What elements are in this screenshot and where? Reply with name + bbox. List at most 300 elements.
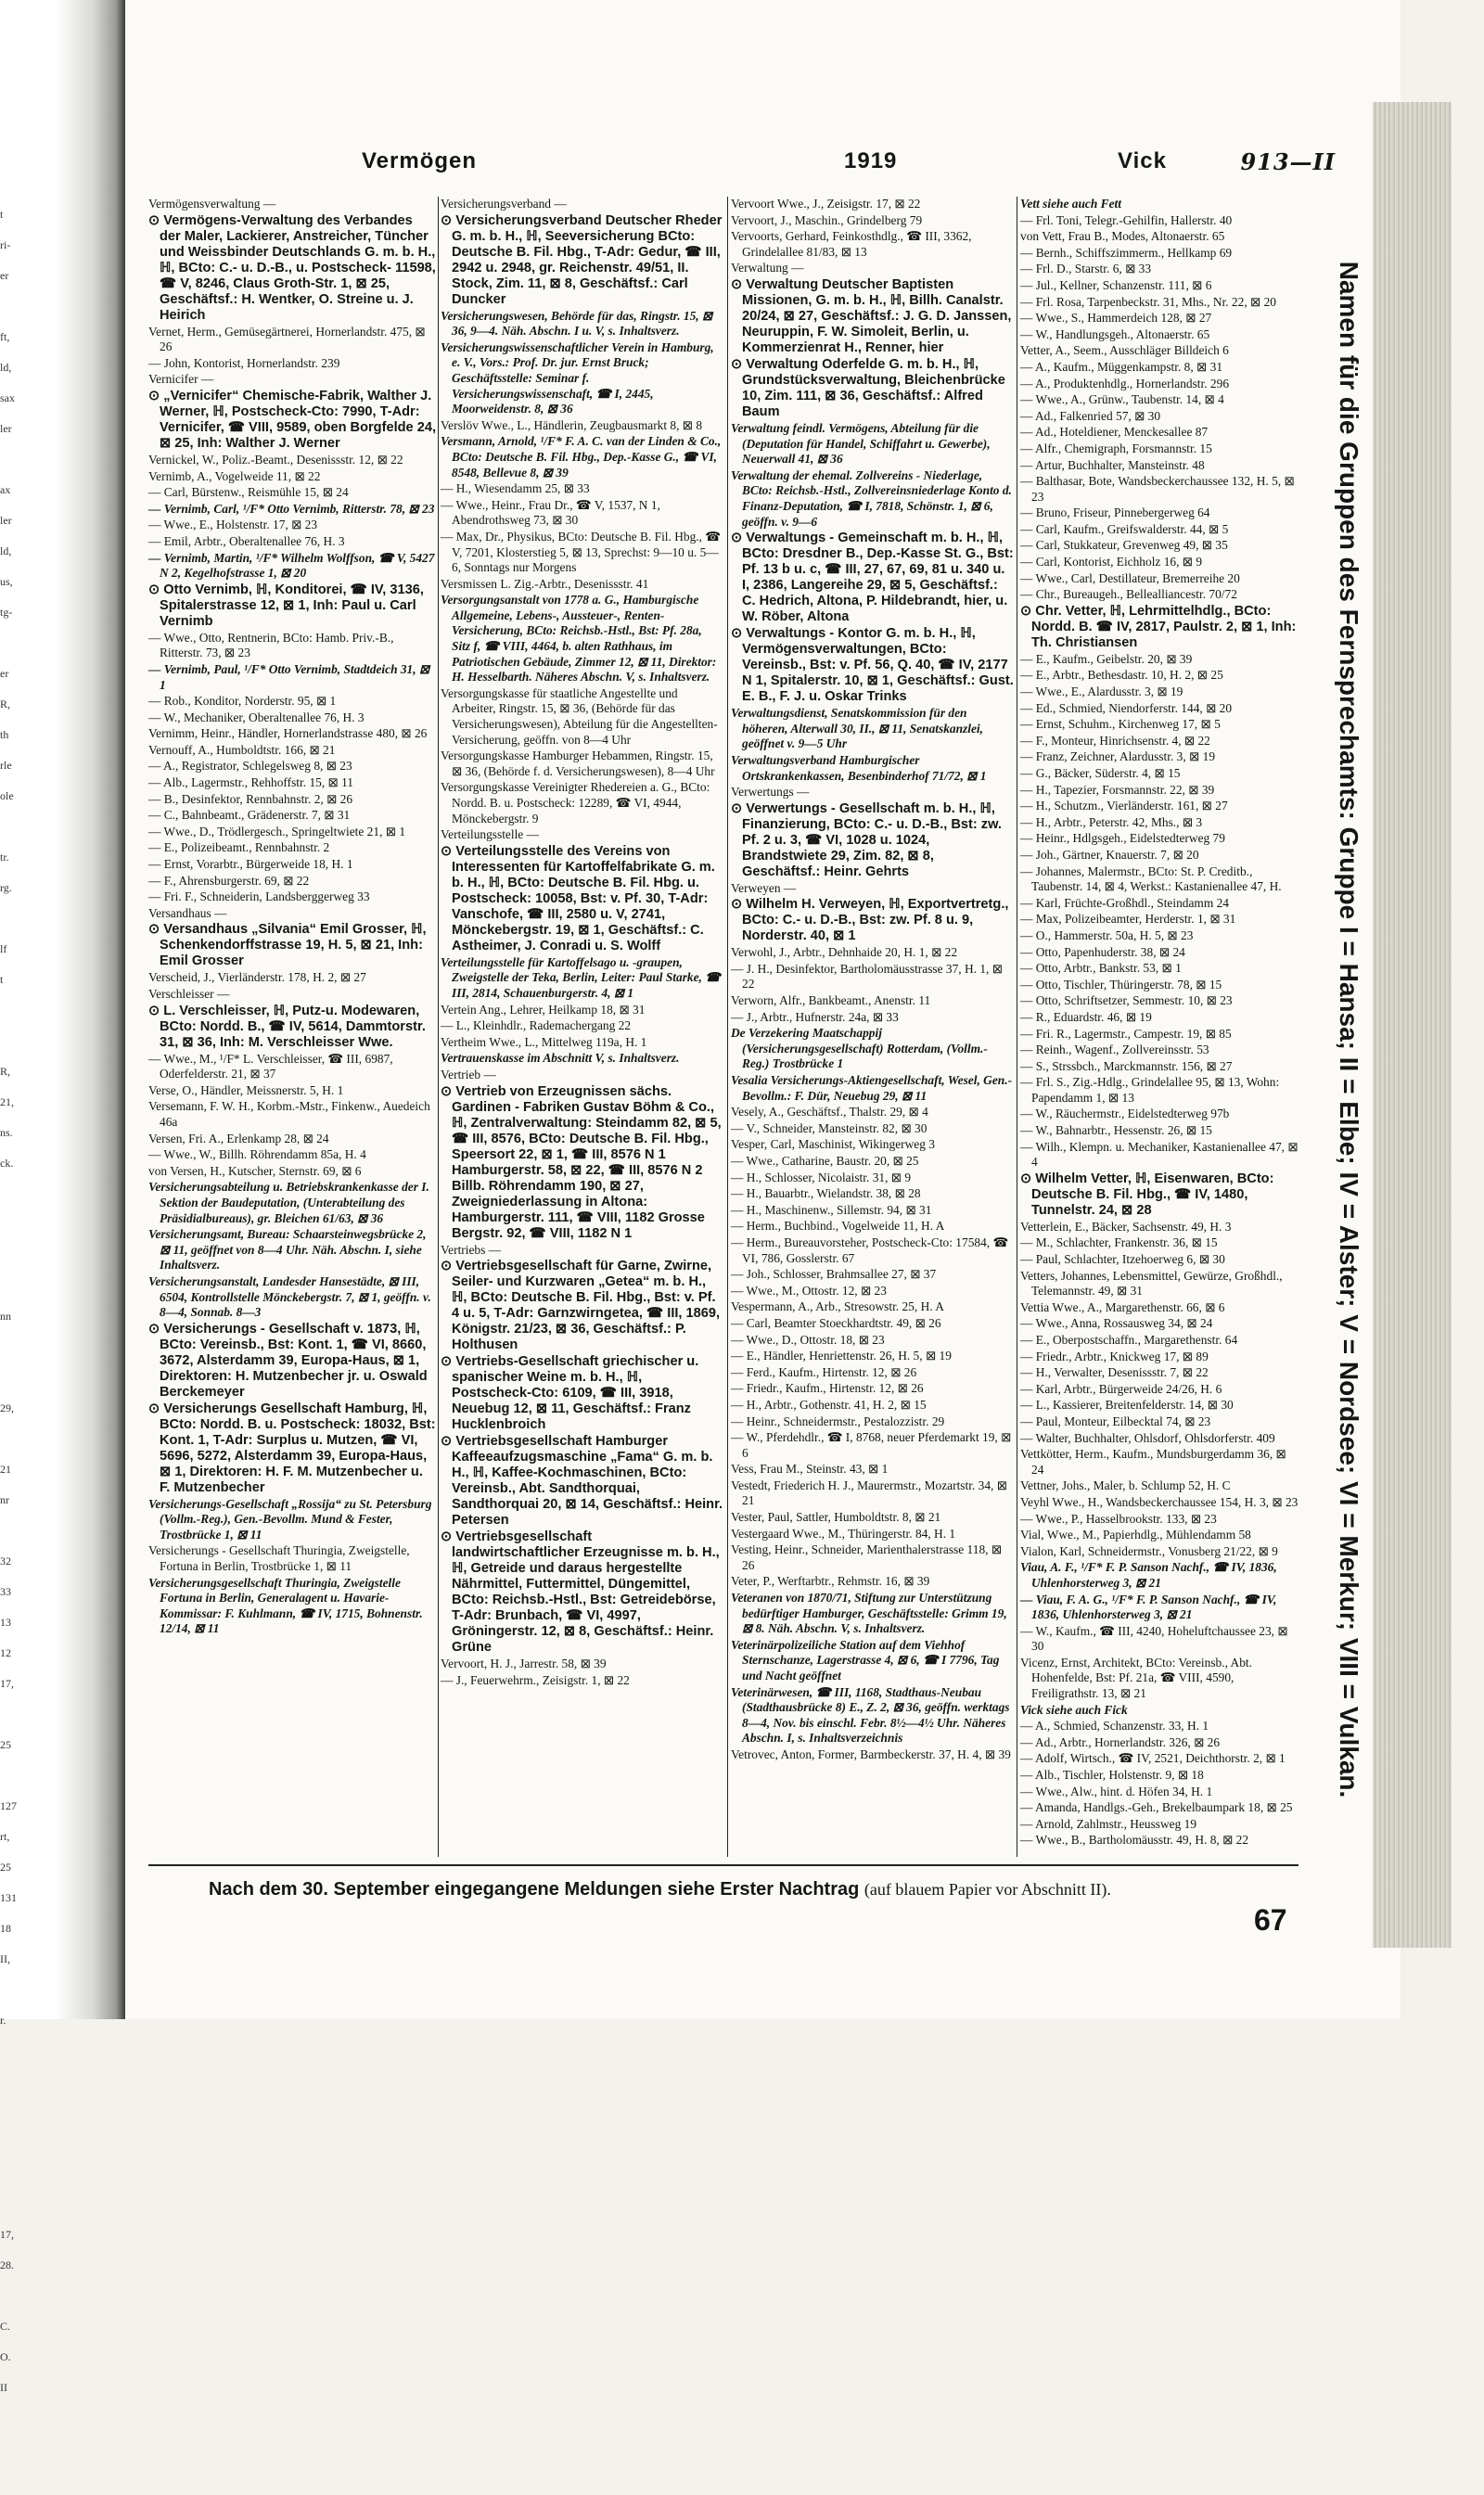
- directory-entry: — Frl. S., Zig.-Hdlg., Grindelallee 95, ⊠ 13, Wohn: Papendamm 1, ⊠ 13: [1020, 1075, 1280, 1105]
- directory-entry: Verwaltung feindl. Vermögens, Abteilung für die (Deputation für Handel, Schiffahrt u. Gewerbe), Neuerwall 41, ⊠ 36: [731, 420, 991, 467]
- directory-entry: — E., Händler, Henriettenstr. 26, H. 5, ⊠ 19: [731, 1349, 952, 1363]
- fragment-line: O.: [0, 2350, 11, 2363]
- directory-entry: — Vernimb, Martin, ¹/F* Wilhelm Wolffson, ☎ V, 5427 N 2, Kegelhofstrasse 1, ⊠ 20: [148, 550, 435, 581]
- directory-entry: — W., Räuchermstr., Eidelstedterweg 97b: [1020, 1107, 1230, 1121]
- directory-entry: Verwertungs —: [731, 785, 810, 800]
- directory-entry: — S., Strssbch., Marckmannstr. 156, ⊠ 27: [1020, 1058, 1233, 1073]
- directory-entry: — Wilh., Klempn. u. Mechaniker, Kastanienallee 47, ⊠ 4: [1020, 1139, 1298, 1170]
- directory-entry: Verwaltung der ehemal. Zollvereins - Niederlage, BCto: Reichsb.-Hstl., Zollvereinsniederlage Konto d. Finanz-Deputation, ☎ I, 7818, Schönstr. 1, ⊠ 6, geöffn. v. 9—6: [731, 467, 1012, 529]
- fragment-line: 13: [0, 1616, 11, 1629]
- firm-entry: ⊙ Versicherungsverband Deutscher Rheder G. m. b. H., ℍ, Seeversicherung BCto: Deutsche B. Fil. Hbg., T-Adr: Gedur, ☎ III, 2942 u. 2948, gr. Reichenstr. 49/51, II. Stock, Zim. 11, ⊠ 8, Geschäftsf.: Carl Duncker: [441, 212, 723, 307]
- fragment-line: [0, 2128, 35, 2158]
- fragment-line: [0, 1516, 35, 1546]
- directory-entry: — Fri. F., Schneiderin, Landsberggerweg 33: [148, 889, 370, 904]
- firm-entry: ⊙ Otto Vernimb, ℍ, Konditorei, ☎ IV, 3136, Spitalerstrasse 12, ⊠ 1, Inh: Paul u. Carl Vernimb: [148, 582, 424, 629]
- directory-entry: — Wwe., W., Billh. Röhrendamm 85a, H. 4: [148, 1147, 366, 1162]
- directory-entry: — Wwe., Catharine, Baustr. 20, ⊠ 25: [731, 1154, 919, 1168]
- directory-entry: — J., Arbtr., Hufnerstr. 24a, ⊠ 33: [731, 1009, 899, 1024]
- directory-entry: Vernouff, A., Humboldtstr. 166, ⊠ 21: [148, 742, 336, 757]
- fragment-line: [0, 995, 35, 1026]
- fragment-line: rt,: [0, 1830, 10, 1843]
- directory-entry: — Otto, Tischler, Thüringerstr. 78, ⊠ 15: [1020, 977, 1222, 992]
- fragment-line: II,: [0, 1952, 10, 1965]
- directory-entry: Viau, A. F., ¹/F* F. P. Sanson Nachf., ☎ IV, 1836, Uhlenhorsterweg 3, ⊠ 21: [1020, 1560, 1277, 1590]
- directory-entry: — Vernimb, Paul, ¹/F* Otto Vernimb, Stadtdeich 31, ⊠ 1: [148, 661, 430, 692]
- fragment-line: ler: [0, 422, 12, 435]
- directory-entry: Versicherungswesen, Behörde für das, Ringstr. 15, ⊠ 36, 9—4. Näh. Abschn. I u. V, s. Inhaltsverz.: [441, 308, 713, 339]
- directory-entry: Verwaltung —: [731, 261, 804, 275]
- column-2: [441, 197, 723, 1857]
- directory-entry: Versmissen L. Zig.-Arbtr., Desenissstr. 41: [441, 576, 649, 591]
- firm-entry: ⊙ Verwaltungs - Kontor G. m. b. H., ℍ, Vermögensverwaltungen, BCto: Vereinsb., Bst: v. Pf. 56, Q. 40, ☎ IV, 2177 N 1, Spitalerstr. 10, ⊠ 1, Geschäftsf.: Gust. E. B., F. J. u. Oskar Trinks: [731, 626, 1014, 705]
- fragment-line: nr: [0, 1493, 9, 1506]
- firm-entry: ⊙ Versandhaus „Silvania“ Emil Grosser, ℍ, Schenkendorffstrasse 19, H. 5, ⊠ 21, Inh: Emil Grosser: [148, 922, 427, 969]
- directory-entry: Versicherungs - Gesellschaft Thuringia, Zweigstelle, Fortuna in Berlin, Trostbrücke 1, ⊠ 11: [148, 1543, 410, 1574]
- fragment-line: 25: [0, 1738, 11, 1751]
- directory-entry: — Wwe., Anna, Rossausweg 34, ⊠ 24: [1020, 1316, 1213, 1331]
- directory-entry: Vetrovec, Anton, Former, Barmbeckerstr. 37, H. 4, ⊠ 39: [731, 1746, 1011, 1761]
- directory-entry: Vertriebs —: [441, 1242, 502, 1257]
- fragment-line: tg-: [0, 606, 13, 619]
- directory-entry: Versicherungsanstalt, Landesder Hansestädte, ⊠ III, 6504, Kontrollstelle Mönckebergstr. 7, ⊠ 1, geöffn. v. 8—4, Sonnab. 8—3: [148, 1273, 431, 1320]
- firm-entry: ⊙ Verteilungsstelle des Vereins von Interessenten für Kartoffelfabrikate G. m. b. H., ℍ, BCto: Deutsche B. Fil. Hbg. u. Postscheck: 10058, Bst: v. Pf. 30, T-Adr: Vanschofe, ☎ III, 2580 u. V, 2741, Mönckebergstr. 19, ⊠ 1, Geschäftsf.: C. Astheimer, J. Conradi u. S. Wolff: [441, 843, 715, 953]
- fragment-line: 21,: [0, 1095, 14, 1108]
- directory-entry: Vetter, A., Seem., Ausschläger Billdeich 6: [1020, 343, 1229, 358]
- fragment-line: [0, 2403, 35, 2434]
- directory-entry: — H., Wiesendamm 25, ⊠ 33: [441, 481, 590, 496]
- fragment-line: ole: [0, 789, 14, 802]
- directory-entry: — A., Produktenhdlg., Hornerlandstr. 296: [1020, 376, 1230, 390]
- fragment-line: [0, 2281, 35, 2311]
- directory-entry: — Bruno, Friseur, Pinnebergerweg 64: [1020, 505, 1210, 520]
- fragment-line: [0, 1240, 35, 1271]
- fragment-line: [0, 2434, 35, 2464]
- directory-entry: — Paul, Monteur, Eilbecktal 74, ⊠ 23: [1020, 1414, 1211, 1428]
- directory-entry: — E., Kaufm., Geibelstr. 20, ⊠ 39: [1020, 651, 1193, 666]
- fragment-line: [0, 2158, 35, 2189]
- fragment-line: 25: [0, 1861, 11, 1874]
- firm-entry: ⊙ Wilhelm H. Verweyen, ℍ, Exportvertretg., BCto: C.- u. D.-B., Bst: zw. Pf. 8 u. 9, Norderstr. 40, ⊠ 1: [731, 897, 1009, 944]
- directory-entry: — H., Maschinenw., Sillemstr. 94, ⊠ 31: [731, 1202, 932, 1217]
- fragment-line: 21: [0, 1463, 11, 1476]
- directory-entry: Versorgungsanstalt von 1778 a. G., Hamburgische Allgemeine, Lebens-, Aussteuer-, Renten-Versicherung, BCto: Reichsb.-Hstl., Bst: Pf. 28a, Sitz f, ☎ VIII, 4464, b. alten Rathhaus, im Patriotischen Gebäude, Zimmer 12, ⊠ 11, Direktor: H. Hesselbarth. Näheres Abschn. V, s. Inhaltsverz.: [441, 593, 717, 685]
- directory-entry: — Carl, Stukkateur, Grevenweg 49, ⊠ 35: [1020, 538, 1228, 553]
- side-legend: [1328, 223, 1369, 1836]
- fragment-line: [0, 1026, 35, 1056]
- fragment-line: ns.: [0, 1126, 13, 1139]
- firm-entry: ⊙ Verwaltung Deutscher Baptisten Missionen, G. m. b. H., ℍ, Billh. Canalstr. 20/24, ⊠ 27, Geschäftsf.: J. G. D. Janssen, Neuruppin, F. W. Simoleit, Berlin, u. Kommerzienrat H., Renner, hier: [731, 276, 1012, 355]
- directory-entry: — Fri. R., Lagermstr., Campestr. 19, ⊠ 85: [1020, 1026, 1232, 1041]
- fragment-line: ld,: [0, 544, 12, 557]
- directory-entry: Veterinärwesen, ☎ III, 1168, Stadthaus-Neubau (Stadthausbrücke 8) E., Z. 2, ⊠ 36, geöffn. werktags 8—4, Nov. bis einschl. Febr. 8½—4½ Uhr. Näheres Abschn. I, s. Inhaltsverzeichnis: [731, 1684, 1010, 1746]
- directory-entry: — Wwe., E., Holstenstr. 17, ⊠ 23: [148, 518, 318, 532]
- fragment-line: us,: [0, 575, 13, 588]
- fragment-line: II: [0, 2381, 7, 2394]
- directory-entry: — Jul., Kellner, Schanzenstr. 111, ⊠ 6: [1020, 277, 1212, 292]
- firm-entry: ⊙ Versicherungs Gesellschaft Hamburg, ℍ, BCto: Nordd. B. u. Postscheck: 18032, Bst: Kont. 1, T-Adr: Surplus u. Mutzen, ☎ VI, 5696, 5272, Alsterdamm 39, Europa-Haus, ⊠ 1, Direktoren: H. F. M. Mutzenbecher u. F. Mutzenbecher: [148, 1401, 436, 1495]
- fragment-line: [0, 903, 35, 934]
- directory-entry: Veterinärpolizeiliche Station auf dem Viehhof Sternschanze, Lagerstrasse 4, ⊠ 6, ☎ I 7796, Tag und Nacht geöffnet: [731, 1637, 1000, 1683]
- directory-entry: Vicenz, Ernst, Architekt, BCto: Vereinsb., Abt. Hohenfelde, Bst: Pf. 21a, ☎ VIII, 4590, Freiligrathstr. 13, ⊠ 21: [1020, 1655, 1252, 1701]
- fragment-line: th: [0, 728, 9, 741]
- directory-entry: — G., Bäcker, Süderstr. 4, ⊠ 15: [1020, 766, 1181, 780]
- fragment-line: 127: [0, 1799, 17, 1812]
- directory-entry: — F., Ahrensburgerstr. 69, ⊠ 22: [148, 873, 310, 888]
- directory-entry: — H., Schlosser, Nicolaistr. 31, ⊠ 9: [731, 1170, 912, 1184]
- directory-entry: — H., Verwalter, Desenissstr. 7, ⊠ 22: [1020, 1365, 1209, 1380]
- directory-entry: Vernimm, Heinr., Händler, Hornerlandstrasse 480, ⊠ 26: [148, 726, 428, 741]
- directory-entry: — Joh., Schlosser, Brahmsallee 27, ⊠ 37: [731, 1267, 937, 1282]
- firm-entry: ⊙ Vertriebs-Gesellschaft griechischer u. spanischer Weine m. b. H., ℍ, Postscheck-Cto: 6109, ☎ III, 3918, Neuebug 12, ⊠ 11, Geschäftsf.: Franz Hucklenbroich: [441, 1354, 699, 1433]
- directory-entry: — Walter, Buchhalter, Ohlsdorf, Ohlsdorferstr. 409: [1020, 1430, 1275, 1445]
- directory-entry: — J., Feuerwehrm., Zeisigstr. 1, ⊠ 22: [441, 1672, 630, 1687]
- directory-entry: — Wwe., P., Hasselbrookstr. 133, ⊠ 23: [1020, 1511, 1217, 1526]
- fragment-line: [0, 1179, 35, 1209]
- directory-entry: von Vett, Frau B., Modes, Altonaerstr. 65: [1020, 229, 1225, 244]
- directory-entry: — Wwe., Heinr., Frau Dr., ☎ V, 1537, N 1, Abendrothsweg 73, ⊠ 30: [441, 497, 660, 528]
- directory-entry: Vervoort Wwe., J., Zeisigstr. 17, ⊠ 22: [731, 197, 921, 211]
- directory-entry: Vesalia Versicherungs-Aktiengesellschaft, Wesel, Gen.-Bevollm.: F. Dür, Neuebug 29, ⊠ 11: [731, 1073, 1013, 1103]
- directory-entry: Versicherungsverband —: [441, 197, 567, 211]
- directory-entry: — Alb., Tischler, Holstenstr. 9, ⊠ 18: [1020, 1768, 1204, 1783]
- directory-entry: Vetterlein, E., Bäcker, Sachsenstr. 49, H. 3: [1020, 1219, 1232, 1234]
- fragment-line: er: [0, 667, 9, 680]
- fragment-line: er: [0, 269, 9, 282]
- directory-entry: — Ferd., Kaufm., Hirtenstr. 12, ⊠ 26: [731, 1364, 917, 1379]
- fragment-line: [0, 1975, 35, 2005]
- fragment-line: rg.: [0, 881, 12, 894]
- directory-entry: Vetters, Johannes, Lebensmittel, Gewürze, Großhdl., Telemannstr. 49, ⊠ 31: [1020, 1268, 1283, 1299]
- fragment-line: [0, 2189, 35, 2220]
- header-keyword-left: Vermögen: [362, 148, 478, 173]
- directory-entry: — Karl, Arbtr., Bürgerweide 24/26, H. 6: [1020, 1381, 1222, 1396]
- fragment-line: [0, 1424, 35, 1454]
- column-1: [148, 197, 436, 1857]
- firm-entry: ⊙ Vertriebsgesellschaft Hamburger Kaffeeaufzugsmaschine „Fama“ G. m. b. H., ℍ, Kaffee-Kochmaschinen, BCto: Vereinsb., Abt. Sandthorquai, Sandthorquai 20, ⊠ 14, Geschäftsf.: Heinr. Petersen: [441, 1434, 723, 1529]
- directory-entry: — Wwe., A., Grünw., Taubenstr. 14, ⊠ 4: [1020, 392, 1224, 407]
- directory-entry: — W., Bahnarbtr., Hessenstr. 26, ⊠ 15: [1020, 1123, 1212, 1138]
- fragment-line: 32: [0, 1555, 11, 1567]
- fragment-line: [0, 1271, 35, 1301]
- directory-entry: — J. H., Desinfektor, Bartholomäusstrasse 37, H. 1, ⊠ 22: [731, 961, 1003, 992]
- directory-entry: Versicherungsabteilung u. Betriebskrankenkasse der I. Sektion der Baudeputation, (Unterabteilung des Präsidialbureaus), gr. Bleichen 61/63, ⊠ 36: [148, 1180, 429, 1225]
- footer-rule: [148, 1864, 1298, 1866]
- fragment-line: rle: [0, 759, 12, 772]
- fragment-line: C.: [0, 2320, 11, 2333]
- column-3: [731, 197, 1014, 1857]
- directory-entry: Versandhaus —: [148, 905, 227, 920]
- directory-entry: Vesting, Heinr., Schneider, Marienthalerstrasse 118, ⊠ 26: [731, 1542, 1003, 1572]
- directory-entry: Vestedt, Friederich H. J., Maurermstr., Mozartstr. 34, ⊠ 21: [731, 1478, 1007, 1508]
- directory-entry: — H., Arbtr., Peterstr. 42, Mhs., ⊠ 3: [1020, 814, 1203, 829]
- directory-entry: — Johannes, Malermstr., BCto: St. P. Creditb., Taubenstr. 14, ⊠ 4, Werkst.: Kastanienallee 47, H.: [1020, 864, 1282, 894]
- fragment-line: 33: [0, 1585, 11, 1598]
- directory-entry: von Versen, H., Kutscher, Sternstr. 69, ⊠ 6: [148, 1163, 362, 1178]
- directory-entry: — Amanda, Handlgs.-Geh., Brekelbaumpark 18, ⊠ 25: [1020, 1800, 1293, 1815]
- directory-entry: — Wwe., Carl, Destillateur, Bremerreihe 20: [1020, 570, 1240, 585]
- fragment-line: nn: [0, 1310, 11, 1323]
- directory-entry: — Friedr., Kaufm., Hirtenstr. 12, ⊠ 26: [731, 1381, 924, 1396]
- fragment-line: 17,: [0, 2228, 14, 2241]
- footer-text: Nach dem 30. September eingegangene Meldungen siehe Erster Nachtrag: [209, 1879, 860, 1900]
- directory-entry: — Frl. D., Starstr. 6, ⊠ 33: [1020, 262, 1152, 276]
- directory-entry: Vernicifer —: [148, 372, 214, 387]
- directory-entry: — Carl, Kontorist, Eichholz 16, ⊠ 9: [1020, 555, 1203, 569]
- directory-entry: Verscheid, J., Vierländerstr. 178, H. 2, ⊠ 27: [148, 970, 366, 985]
- directory-entry: Vervoorts, Gerhard, Feinkosthdlg., ☎ III, 3362, Grindelallee 81/83, ⊠ 13: [731, 229, 972, 259]
- directory-entry: Vespermann, A., Arb., Stresowstr. 25, H. A: [731, 1299, 944, 1314]
- directory-entry: Veteranen von 1870/71, Stiftung zur Unterstützung bedürftiger Hamburger, Geschäftsstelle: Grimm 19, ⊠ 8. Näh. Abschn. V, s. Inhaltsverz.: [731, 1591, 1007, 1636]
- directory-entry: Vester, Paul, Sattler, Humboldtstr. 8, ⊠ 21: [731, 1510, 941, 1525]
- directory-entry: — W., Kaufm., ☎ III, 4240, Hoheluftchaussee 23, ⊠ 30: [1020, 1623, 1288, 1654]
- directory-entry: Vick siehe auch Fick: [1020, 1702, 1128, 1717]
- directory-entry: — Heinr., Schneidermstr., Pestalozzistr. 29: [731, 1414, 945, 1428]
- fragment-line: 17,: [0, 1677, 14, 1690]
- header-page-ref: 913—II: [1240, 148, 1336, 175]
- directory-entry: — L., Kassierer, Breitenfelderstr. 14, ⊠ 30: [1020, 1398, 1234, 1413]
- directory-entry: — Chr., Bureaugeh., Bellealliancestr. 70/72: [1020, 587, 1237, 602]
- directory-entry: — Adolf, Wirtsch., ☎ IV, 2521, Deichthorstr. 2, ⊠ 1: [1020, 1751, 1286, 1766]
- directory-entry: Versicherungsgesellschaft Thuringia, Zweigstelle Fortuna in Berlin, Generalagent u. Havarie-Kommissar: F. Kuhlmann, ☎ IV, 1715, Bohnenstr. 12/14, ⊠ 11: [148, 1575, 423, 1636]
- directory-entry: Versorgungskasse Vereinigter Rhedereien a. G., BCto: Nordd. B. u. Postscheck: 12289, ☎ VI, 4944, Mönckebergstr. 9: [441, 780, 710, 825]
- firm-entry: ⊙ Vertrieb von Erzeugnissen sächs. Gardinen - Fabriken Gustav Böhm & Co., ℍ, Zentralverwaltung: Steindamm 82, ⊠ 5, ☎ III, 8576, BCto: Deutsche B. Fil. Hbg., Speersort 22, ⊠ 1, ☎ III, 8576 N 1 Hamburgerstr. 58, ⊠ 22, ☎ III, 8576 N 2 Billb. Röhrendamm 190, ⊠ 27, Zweigniederlassung in Altona: Hamburgerstr. 111, ☎ VIII, 1182 Grosse Bergstr. 92, ☎ VIII, 1182 N 1: [441, 1083, 722, 1241]
- directory-entry: — Arnold, Zahlmstr., Heussweg 19: [1020, 1816, 1197, 1831]
- directory-entry: Verweyen —: [731, 880, 797, 895]
- directory-entry: — Reinh., Wagenf., Zollvereinsstr. 53: [1020, 1043, 1209, 1057]
- firm-entry: ⊙ Chr. Vetter, ℍ, Lehrmittelhdlg., BCto: Nordd. B. ☎ IV, 2817, Paulstr. 2, ⊠ 1, Inh: Th. Christiansen: [1020, 603, 1297, 650]
- directory-entry: Versemann, F. W. H., Korbm.-Mstr., Finkenw., Auedeich 46a: [148, 1099, 430, 1129]
- directory-entry: Vialon, Karl, Schneidermstr., Vonusberg 21/22, ⊠ 9: [1020, 1543, 1278, 1558]
- directory-entry: — Wwe., M., ¹/F* L. Verschleisser, ☎ III, 6987, Oderfelderstr. 21, ⊠ 37: [148, 1051, 393, 1081]
- fragment-line: t: [0, 973, 4, 986]
- directory-entry: — Carl, Bürstenw., Reismühle 15, ⊠ 24: [148, 485, 349, 500]
- directory-entry: Vesper, Carl, Maschinist, Wikingerweg 3: [731, 1137, 935, 1152]
- firm-entry: ⊙ „Vernicifer“ Chemische-Fabrik, Walther J. Werner, ℍ, Postscheck-Cto: 7990, T-Adr: Vernicifer, ☎ VIII, 9589, oben Borgfelde 24, ⊠ 25, Inh: Walther J. Werner: [148, 388, 437, 451]
- directory-entry: — Viau, F. A. G., ¹/F* F. P. Sanson Nachf., ☎ IV, 1836, Uhlenhorsterweg 3, ⊠ 21: [1020, 1592, 1277, 1622]
- directory-entry: Verteilungsstelle für Kartoffelsago u. -graupen, Zweigstelle der Teka, Berlin, Leiter: Paul Starke, ☎ III, 2814, Schauenburgerstr. 4, ⊠ 1: [441, 954, 721, 1000]
- directory-entry: — H., Bauarbtr., Wielandstr. 38, ⊠ 28: [731, 1186, 921, 1201]
- fragment-line: ft,: [0, 330, 10, 343]
- fragment-line: 29,: [0, 1401, 14, 1414]
- fragment-line: r.: [0, 2014, 6, 2027]
- directory-entry: — Ad., Falkenried 57, ⊠ 30: [1020, 408, 1161, 423]
- fragment-line: R,: [0, 1065, 11, 1078]
- directory-entry: — Ad., Arbtr., Hornerlandstr. 326, ⊠ 26: [1020, 1734, 1221, 1749]
- fragment-line: [0, 2036, 35, 2066]
- directory-entry: Versicherungs-Gesellschaft „Rossija“ zu St. Petersburg (Vollm.-Reg.), Gen.-Bevollm. Mund & Fester, Trostbrücke 1, ⊠ 11: [148, 1496, 432, 1542]
- directory-entry: — H., Tapezier, Forsmannstr. 22, ⊠ 39: [1020, 782, 1215, 797]
- directory-entry: — Vernimb, Carl, ¹/F* Otto Vernimb, Ritterstr. 78, ⊠ 23: [148, 501, 435, 516]
- fragment-line: sax: [0, 391, 15, 404]
- exchange-groups-legend: Namen für die Gruppen des Fernsprechamts: Gruppe I = Hansa; II = Elbe; IV = Alster; V = Nordsee; VI = Merkur; VIII = Vulkan.: [1335, 261, 1363, 1798]
- fragment-line: 12: [0, 1646, 11, 1659]
- directory-entry: — Wwe., D., Trödlergesch., Springeltwiete 21, ⊠ 1: [148, 824, 406, 838]
- directory-entry: — Carl, Beamter Stoeckhardtstr. 49, ⊠ 26: [731, 1315, 941, 1330]
- directory-entry: Vertrauenskasse im Abschnitt V, s. Inhaltsverz.: [441, 1051, 680, 1066]
- directory-entry: — Wwe., M., Ottostr. 12, ⊠ 23: [731, 1283, 887, 1298]
- directory-entry: — Max, Dr., Physikus, BCto: Deutsche B. Fil. Hbg., ☎ V, 7201, Klosterstieg 5, ⊠ 13, Sprechst: 9—10 u. 5—6, Sonntags nur Morgens: [441, 529, 721, 575]
- directory-entry: — W., Pferdehdlr., ☎ I, 8768, neuer Pferdemarkt 19, ⊠ 6: [731, 1430, 1012, 1460]
- column-divider: [438, 197, 439, 1857]
- directory-entry: — O., Hammerstr. 50a, H. 5, ⊠ 23: [1020, 928, 1194, 942]
- directory-entry: — F., Monteur, Hinrichsenstr. 4, ⊠ 22: [1020, 733, 1210, 748]
- directory-entry: Vermögensverwaltung —: [148, 197, 276, 211]
- directory-entry: — Rob., Konditor, Norderstr. 95, ⊠ 1: [148, 694, 337, 709]
- directory-entry: — Wwe., D., Ottostr. 18, ⊠ 23: [731, 1332, 885, 1347]
- directory-entry: Veter, P., Werftarbtr., Rehmstr. 16, ⊠ 39: [731, 1574, 930, 1589]
- directory-entry: Vess, Frau M., Steinstr. 43, ⊠ 1: [731, 1462, 889, 1477]
- directory-entry: — Otto, Schriftsetzer, Semmestr. 10, ⊠ 23: [1020, 993, 1233, 1008]
- directory-entry: — E., Oberpostschaffn., Margarethenstr. 64: [1020, 1333, 1238, 1347]
- directory-entry: — Ernst, Schuhm., Kirchenweg 17, ⊠ 5: [1020, 717, 1221, 732]
- directory-entry: — W., Handlungsgeh., Altonaerstr. 65: [1020, 326, 1210, 341]
- fragment-line: R,: [0, 697, 11, 710]
- firm-entry: ⊙ Vertriebsgesellschaft landwirtschaftlicher Erzeugnisse m. b. H., ℍ, Getreide und daraus hergestellte Nährmittel, Futtermittel, Düngemittel, BCto: Reichsb.-Hstl., Bst: Getreidebörse, T-Adr: Brunbach, ☎ VI, 4997, Gröningerstr. 12, ⊠ 8, Geschäftsf.: Heinr. Grüne: [441, 1529, 720, 1656]
- directory-entry: — E., Polizeibeamt., Rennbahnstr. 2: [148, 840, 330, 855]
- directory-entry: Versicherungsamt, Bureau: Schaarsteinwegsbrücke 2, ⊠ 11, geöffnet von 8—4 Uhr. Näh. Abschn. I, siehe Inhaltsverz.: [148, 1227, 427, 1273]
- firm-entry: ⊙ L. Verschleisser, ℍ, Putz-u. Modewaren, BCto: Nordd. B., ☎ IV, 5614, Dammtorstr. 31, ⊠ 36, Inh: M. Verschleisser Wwe.: [148, 1003, 426, 1050]
- previous-page-fragment: [0, 199, 35, 2394]
- directory-entry: Vernet, Herm., Gemüsegärtnerei, Hornerlandstr. 475, ⊠ 26: [148, 324, 426, 354]
- directory-entry: Versen, Fri. A., Erlenkamp 28, ⊠ 24: [148, 1131, 329, 1145]
- header-year: 1919: [844, 148, 898, 173]
- directory-entry: — V., Schneider, Mansteinstr. 82, ⊠ 30: [731, 1120, 928, 1135]
- fragment-line: t: [0, 208, 4, 221]
- directory-entry: Versicherungswissenschaftlicher Verein in Hamburg, e. V., Vors.: Prof. Dr. jur. Ernst Bruck; Geschäftsstelle: Seminar f. Versicherungswissenschaft, ☎ I, 2445, Moorweidenstr. 8, ⊠ 36: [441, 339, 714, 416]
- directory-entry: Verteilungsstelle —: [441, 827, 539, 842]
- directory-entry: — Paul, Schlachter, Itzehoerweg 6, ⊠ 30: [1020, 1252, 1225, 1267]
- fragment-line: [0, 2464, 35, 2495]
- directory-entry: — Otto, Papenhuderstr. 38, ⊠ 24: [1020, 944, 1185, 959]
- directory-entry: — Max, Polizeibeamter, Herderstr. 1, ⊠ 31: [1020, 912, 1236, 927]
- directory-entry: Vettkötter, Herm., Kaufm., Mundsburgerdamm 36, ⊠ 24: [1020, 1447, 1286, 1477]
- directory-entry: — John, Kontorist, Hornerlandstr. 239: [148, 355, 340, 370]
- directory-entry: Vervoort, J., Maschin., Grindelberg 79: [731, 212, 923, 227]
- fragment-line: ler: [0, 514, 12, 527]
- directory-entry: — M., Schlachter, Frankenstr. 36, ⊠ 15: [1020, 1235, 1218, 1250]
- directory-entry: — Karl, Früchte-Großhdl., Steindamm 24: [1020, 895, 1229, 910]
- directory-entry: — Wwe., E., Alardusstr. 3, ⊠ 19: [1020, 685, 1183, 699]
- directory-entry: Vial, Wwe., M., Papierhdlg., Mühlendamm 58: [1020, 1528, 1251, 1542]
- directory-entry: — Ed., Schmied, Niendorferstr. 144, ⊠ 20: [1020, 700, 1233, 715]
- directory-entry: — Franz, Zeichner, Alardusstr. 3, ⊠ 19: [1020, 749, 1216, 764]
- directory-entry: — Alfr., Chemigraph, Forsmannstr. 15: [1020, 441, 1212, 455]
- directory-entry: — W., Mechaniker, Oberaltenallee 76, H. 3: [148, 710, 365, 724]
- directory-entry: Verse, O., Händler, Meissnerstr. 5, H. 1: [148, 1082, 344, 1097]
- directory-entry: Verworn, Alfr., Bankbeamt., Anenstr. 11: [731, 993, 931, 1008]
- directory-entry: — H., Schutzm., Vierländerstr. 161, ⊠ 27: [1020, 799, 1228, 813]
- directory-entry: Vernickel, W., Poliz.-Beamt., Desenissstr. 12, ⊠ 22: [148, 452, 403, 467]
- directory-entry: — Bernh., Schiffszimmerm., Hellkamp 69: [1020, 245, 1233, 260]
- directory-entry: Vernimb, A., Vogelweide 11, ⊠ 22: [148, 468, 321, 483]
- directory-entry: — Joh., Gärtner, Knauerstr. 7, ⊠ 20: [1020, 847, 1199, 862]
- fragment-line: 131: [0, 1891, 17, 1904]
- directory-entry: — Frl. Rosa, Tarpenbeckstr. 31, Mhs., Nr. 22, ⊠ 20: [1020, 294, 1276, 309]
- directory-entry: Vesely, A., Geschäftsf., Thalstr. 29, ⊠ 4: [731, 1105, 928, 1120]
- firm-entry: ⊙ Vermögens-Verwaltung des Verbandes der Maler, Lackierer, Anstreicher, Tüncher und Weissbinder Deutschlands G. m. b. H., ℍ, BCto: C.- u. D.-B., u. Postscheck- 11598, ☎ V, 8246, Claus Groth-Str. 1, ⊠ 25, Geschäftsf.: H. Wentker, O. Streine u. J. Heirich: [148, 212, 436, 323]
- fragment-line: 28.: [0, 2258, 14, 2271]
- directory-entry: — A., Kaufm., Müggenkampstr. 8, ⊠ 31: [1020, 359, 1223, 374]
- directory-entry: Verslöv Wwe., L., Händlerin, Zeugbausmarkt 8, ⊠ 8: [441, 417, 703, 432]
- fragment-line: [0, 1332, 35, 1363]
- directory-entry: Vertein Ang., Lehrer, Heilkamp 18, ⊠ 31: [441, 1002, 646, 1017]
- directory-entry: — Otto, Arbtr., Bankstr. 53, ⊠ 1: [1020, 961, 1182, 976]
- fragment-line: [0, 291, 35, 322]
- directory-entry: Vett siehe auch Fett: [1020, 197, 1121, 211]
- directory-entry: De Verzekering Maatschappij (Versicherungsgesellschaft) Rotterdam, (Vollm.-Reg.) Trostbrücke 1: [731, 1026, 988, 1071]
- directory-entry: Vertrieb —: [441, 1067, 496, 1081]
- firm-entry: ⊙ Verwaltung Oderfelde G. m. b. H., ℍ, Grundstücksverwaltung, Bleichenbrücke 10, Zim. 111, ⊠ 36, Geschäftsf.: Alfred Baum: [731, 356, 1005, 419]
- fragment-line: [0, 1760, 35, 1791]
- fragment-line: [0, 444, 35, 475]
- directory-entry: — B., Desinfektor, Rennbahnstr. 2, ⊠ 26: [148, 791, 353, 806]
- directory-entry: Verschleisser —: [148, 987, 230, 1001]
- directory-entry: — E., Arbtr., Bethesdastr. 10, H. 2, ⊠ 25: [1020, 668, 1223, 683]
- directory-entry: — Wwe., Alw., hint. d. Höfen 34, H. 1: [1020, 1784, 1213, 1798]
- firm-entry: ⊙ Versicherungs - Gesellschaft v. 1873, ℍ, BCto: Vereinsb., Bst: Kont. 1, ☎ VI, 8660, 3672, Alsterdamm 39, Europa-Haus, ⊠ 1, Direktoren: H. Mutzenbecher jr. u. Oswald Berckemeyer: [148, 1321, 428, 1400]
- firm-entry: ⊙ Verwertungs - Gesellschaft m. b. H., ℍ, Finanzierung, BCto: C.- u. D.-B., Bst: zw. Pf. 2 u. 3, ☎ VI, 1028 u. 1024, Brandstwiete 29, Zim. 82, ⊠ 8, Geschäftsf.: Heinr. Gehrts: [731, 800, 1002, 879]
- directory-entry: Vertheim Wwe., L., Mittelweg 119a, H. 1: [441, 1034, 647, 1049]
- directory-entry: — Ad., Hoteldiener, Menckesallee 87: [1020, 425, 1209, 440]
- header-keyword-right: Vick: [1118, 148, 1167, 173]
- footer-note: (auf blauem Papier vor Abschnitt II).: [864, 1880, 1111, 1899]
- directory-entry: Vervoort, H. J., Jarrestr. 58, ⊠ 39: [441, 1657, 607, 1671]
- directory-entry: — Friedr., Arbtr., Knickweg 17, ⊠ 89: [1020, 1349, 1209, 1363]
- column-divider: [727, 197, 728, 1857]
- directory-entry: — Wwe., Otto, Rentnerin, BCto: Hamb. Priv.-B., Ritterstr. 73, ⊠ 23: [148, 630, 394, 660]
- fragment-line: lf: [0, 942, 7, 955]
- directory-entry: Versorgungskasse Hamburger Hebammen, Ringstr. 15, ⊠ 36, (Behörde f. d. Versicherungswesen), 8—4 Uhr: [441, 748, 715, 778]
- page-header: [213, 148, 1336, 182]
- directory-entry: — A., Registrator, Schlegelsweg 8, ⊠ 23: [148, 759, 352, 774]
- directory-entry: — Herm., Bureauvorsteher, Postscheck-Cto: 17584, ☎ VI, 786, Gosslerstr. 67: [731, 1235, 1009, 1265]
- directory-entry: — A., Schmied, Schanzenstr. 33, H. 1: [1020, 1719, 1209, 1734]
- fragment-line: [0, 628, 35, 659]
- directory-entry: — Herm., Buchbind., Vogelweide 11, H. A: [731, 1219, 945, 1234]
- fragment-line: [0, 2066, 35, 2097]
- directory-entry: — Wwe., B., Bartholomäusstr. 49, H. 8, ⊠ 22: [1020, 1833, 1249, 1848]
- firm-entry: ⊙ Vertriebsgesellschaft für Garne, Zwirne, Seiler- und Kurzwaren „Getea“ m. b. H., ℍ, BCto: Deutsche B. Fil. Hbg., Bst: v. Pf. 4 u. 5, T-Adr: Garnzwirngetea, ☎ III, 1869, Königstr. 21/23, ⊠ 36, Geschäftsf.: P. Holthusen: [441, 1259, 721, 1353]
- fragment-line: [0, 1363, 35, 1393]
- directory-entry: Veyhl Wwe., H., Wandsbeckerchaussee 154, H. 3, ⊠ 23: [1020, 1494, 1298, 1509]
- firm-entry: ⊙ Wilhelm Vetter, ℍ, Eisenwaren, BCto: Deutsche B. Fil. Hbg., ☎ IV, 1480, Tunnelstr. 24, ⊠ 28: [1020, 1171, 1274, 1218]
- directory-entry: — Carl, Kaufm., Greifswalderstr. 44, ⊠ 5: [1020, 521, 1229, 536]
- directory-entry: — R., Eduardstr. 46, ⊠ 19: [1020, 1009, 1152, 1024]
- directory-entry: — Frl. Toni, Telegr.-Gehilfin, Hallerstr. 40: [1020, 212, 1233, 227]
- directory-entry: Verwaltungsdienst, Senatskommission für den höheren, Alterwall 30, II., ⊠ 11, Senatskanzlei, geöffnet v. 9—5 Uhr: [731, 706, 983, 751]
- fragment-line: ax: [0, 483, 11, 496]
- directory-entry: — Wwe., S., Hammerdeich 128, ⊠ 27: [1020, 311, 1212, 326]
- fragment-line: [0, 1209, 35, 1240]
- fragment-line: 18: [0, 1922, 11, 1935]
- directory-entry: Versmann, Arnold, ¹/F* F. A. C. van der Linden & Co., BCto: Deutsche B. Fil. Hbg., Dep.-Kasse G., ☎ VI, 8548, Bellevue 8, ⊠ 39: [441, 434, 722, 480]
- directory-entry: Verwaltungsverband Hamburgischer Ortskrankenkassen, Besenbinderhof 71/72, ⊠ 1: [731, 752, 987, 783]
- directory-entry: — H., Arbtr., Gothenstr. 41, H. 2, ⊠ 15: [731, 1397, 927, 1412]
- book-page-edges: [1373, 102, 1452, 1948]
- directory-entry: — Alb., Lagermstr., Rehhoffstr. 15, ⊠ 11: [148, 775, 353, 790]
- firm-entry: ⊙ Verwaltungs - Gemeinschaft m. b. H., ℍ, BCto: Dresdner B., Dep.-Kasse St. G., Bst: Pf. 13 b u. c, ☎ III, 27, 67, 69, 81 u. 340 u. I, 2386, Langereihe 29, ⊠ 5, Geschäftsf.: C. Hedrich, Altona, P. Hildebrandt, hier, u. W. Röber, Altona: [731, 531, 1014, 625]
- directory-entry: — Ernst, Vorarbtr., Bürgerweide 18, H. 1: [148, 857, 353, 872]
- directory-entry: — Heinr., Hdlgsgeh., Eidelstedterweg 79: [1020, 831, 1225, 846]
- fragment-line: ck.: [0, 1157, 14, 1170]
- directory-entry: — L., Kleinhdlr., Rademachergang 22: [441, 1018, 632, 1033]
- fragment-line: [0, 812, 35, 842]
- directory-entry: Versorgungskasse für staatliche Angestellte und Arbeiter, Ringstr. 15, ⊠ 36, (Behörde für das Versicherungswesen), Abteilung für die Angestellten-Versicherung, geöffn. von 8—4 Uhr: [441, 685, 718, 747]
- directory-entry: Vettia Wwe., A., Margarethenstr. 66, ⊠ 6: [1020, 1299, 1225, 1314]
- footer-notice: [209, 1879, 1111, 1900]
- directory-entry: — Balthasar, Bote, Wandsbeckerchaussee 132, H. 5, ⊠ 23: [1020, 474, 1295, 504]
- fragment-line: ri-: [0, 238, 11, 251]
